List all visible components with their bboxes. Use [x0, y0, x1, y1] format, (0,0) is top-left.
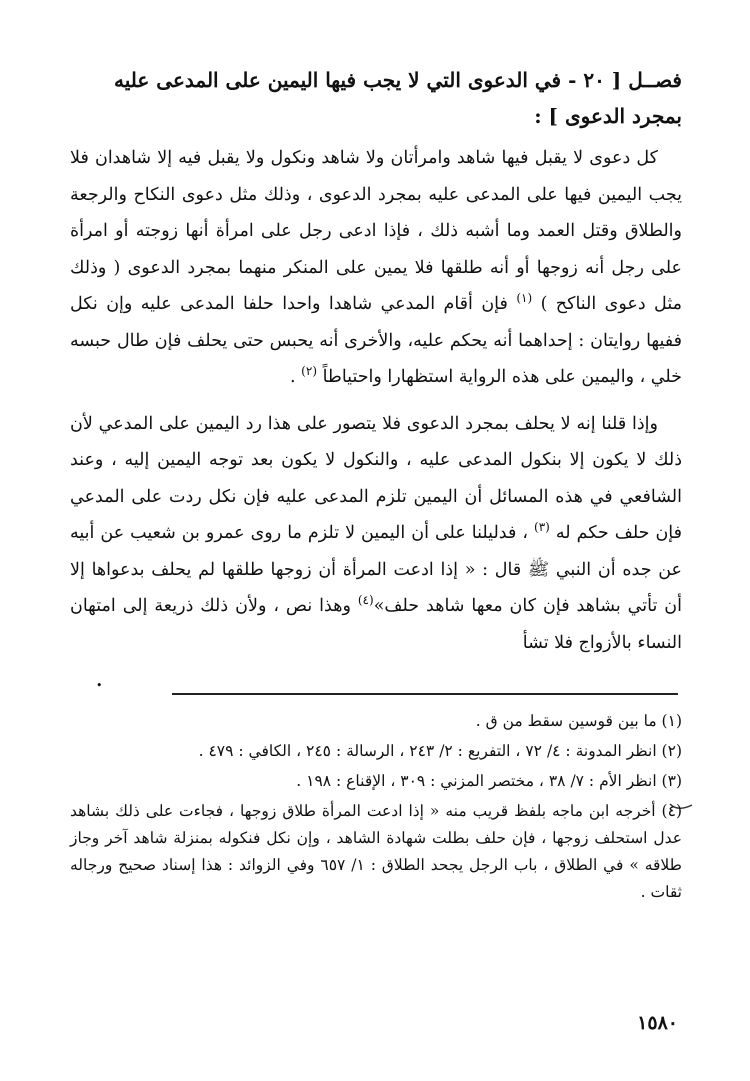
page-number: ١٥٨٠ — [637, 1012, 678, 1034]
footnote-3: (٣) انظر الأم : ٧/ ٣٨ ، مختصر المزني : ٣٠٩ ، الإقناع : ١٩٨ . — [296, 772, 682, 790]
paragraph-2 — [70, 406, 682, 662]
paragraph-2-end: وهذا نص ، ولأن ذلك ذريعة إلى امتهان النساء بالأزواج فلا تشأ — [70, 596, 682, 653]
footnotes — [70, 708, 682, 909]
footnote-divider — [172, 693, 678, 695]
footnote-1: (١) ما بين قوسين سقط من ق . — [475, 712, 682, 730]
paragraph-1-end: . — [290, 367, 296, 387]
section-heading: فصــل [ ٢٠ - في الدعوى التي لا يجب فيها اليمين على المدعى عليه بمجرد الدعوى ] : — [114, 68, 682, 128]
footnote-4: (٤) أخرجه ابن ماجه بلفظ قريب منه « إذا ادعت المرأة طلاق زوجها ، فجاءت على ذلك بشاهد عدل استحلف زوجها ، فإن حلف بطلت شهادة الشاهد ، وإن نكل فنكوله بمنزلة شاهد آخر وجاز طلاقه » في الطلاق ، باب الرجل يجحد الطلاق : ١/ ٦٥٧ وفي الزوائد : هذا إسناد صحيح ورجاله ثقات . — [70, 802, 683, 901]
paragraph-1-continued: فإن أقام المدعي شاهدا واحدا حلفا المدعى عليه وإن نكل ففيها روايتان : إحداهما أنه يحكم عليه، والأخرى أنه يحبس حتى يحلف فإن طال حبسه خلي ، واليمين على هذه الرواية استظهارا واحتياطاً — [70, 294, 682, 387]
paragraph-1-text: كل دعوى لا يقبل فيها شاهد وامرأتان ولا شاهد ونكول ولا يقبل فيه إلا شاهدان فلا يجب اليمين فيها على المدعى عليه بمجرد الدعوى ، وذلك مثل دعوى النكاح والرجعة والطلاق وقتل العمد وما أشبه ذلك ، فإذا ادعى رجل على امرأة أنها زوجته أو امرأة على رجل أنه زوجها أو أنه طلقها فلا يمين على المنكر منهما بمجرد الدعوى ( وذلك مثل دعوى الناكح ) — [70, 148, 682, 314]
paragraph-2-text: وإذا قلنا إنه لا يحلف بمجرد الدعوى فلا يتصور على هذا رد اليمين على المدعي لأن ذلك لا يكون إلا بنكول المدعى عليه ، والنكول لا يكون بعد توجه اليمين إليه ، وعند الشافعي في هذه المسائل أن اليمين تلزم المدعى عليه فإن نكل ردت على المدعي فإن حلف حكم له — [70, 413, 682, 543]
stray-mark: • — [96, 679, 103, 692]
footnote-ref-1: (١) — [516, 291, 533, 306]
paragraph-2-continued: ، فدليلنا على أن اليمين لا تلزم ما روى عمرو بن شعيب عن أبيه عن جده أن النبي ﷺ قال : « إذا ادعت المرأة أن زوجها طلقها لم يحلف بدعواها إلا أن تأتي بشاهد فإن كان معها شاهد حلف» — [70, 523, 682, 616]
footnote-ref-2: (٢) — [301, 364, 317, 379]
footnote-ref-3: (٣) — [534, 520, 550, 535]
paragraph-1 — [70, 140, 682, 396]
footnote-2: (٢) انظر المدونة : ٤/ ٧٢ ، التفريع : ٢/ ٢٤٣ ، الرسالة : ٢٤٥ ، الكافي : ٤٧٩ . — [198, 742, 682, 760]
footnote-ref-4: (٤) — [357, 593, 374, 608]
